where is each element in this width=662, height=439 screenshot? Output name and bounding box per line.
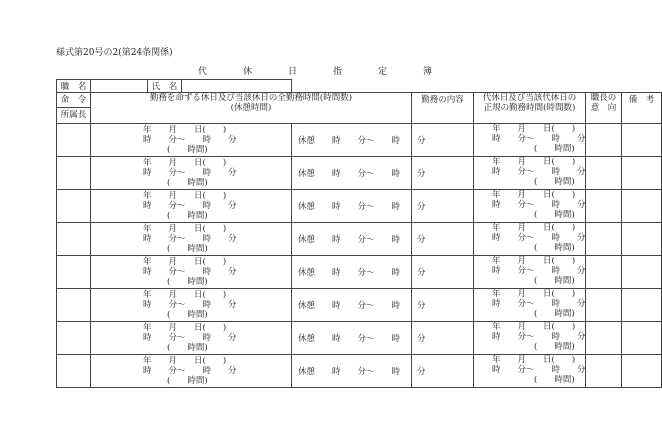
title-char: 日 xyxy=(287,67,297,77)
ikou-cell[interactable] xyxy=(586,256,622,289)
date-line: 年 月 日( ) xyxy=(143,257,227,267)
ikou-header-line1: 職長の xyxy=(590,93,617,103)
table-row xyxy=(57,355,662,388)
date-line: 年 月 日( ) xyxy=(143,356,227,366)
sub-hours-line: ( 時間) xyxy=(534,210,575,220)
break-cell[interactable] xyxy=(292,223,426,256)
shozokucho-label: 所属長 xyxy=(57,108,91,124)
break-cell[interactable] xyxy=(292,289,426,322)
table-row xyxy=(57,124,662,157)
meirei-seal-cell[interactable] xyxy=(57,355,91,388)
holiday-date-cell[interactable] xyxy=(91,289,292,322)
table-row xyxy=(57,223,662,256)
meirei-seal-cell[interactable] xyxy=(57,223,91,256)
daikyu-header-line2: 正規の勤務時間(時間数) xyxy=(483,103,576,113)
time-line: 時 分～ 時 分 xyxy=(143,300,237,310)
table-row xyxy=(57,157,662,190)
daikyu-header-line1: 代休日及び当該代休日の xyxy=(482,93,577,103)
break-line: 休憩 時 分～ 時 分 xyxy=(298,202,426,212)
break-line: 休憩 時 分～ 時 分 xyxy=(298,367,426,377)
title-char: 簿 xyxy=(423,67,433,77)
shokumei-label: 職 名 xyxy=(57,80,91,93)
form-id: 様式第20号の2(第24条関係) xyxy=(56,48,173,58)
title-char: 指 xyxy=(333,67,343,77)
hours-line: ( 時間) xyxy=(167,376,208,386)
title-char: 休 xyxy=(242,67,252,77)
sub-time-line: 時 分～ 時 分 xyxy=(492,134,586,144)
meirei-label: 命 令 xyxy=(57,93,91,108)
break-line: 休憩 時 分～ 時 分 xyxy=(298,235,426,245)
hours-line: ( 時間) xyxy=(167,343,208,353)
time-line: 時 分～ 時 分 xyxy=(143,366,237,376)
meirei-seal-cell[interactable] xyxy=(57,190,91,223)
biko-cell[interactable] xyxy=(622,124,662,157)
time-line: 時 分～ 時 分 xyxy=(143,333,237,343)
sub-date-line: 年 月 日( ) xyxy=(492,223,576,233)
header-row-name xyxy=(57,80,662,93)
holiday-date-cell[interactable] xyxy=(91,190,292,223)
meirei-seal-cell[interactable] xyxy=(57,289,91,322)
break-line: 休憩 時 分～ 時 分 xyxy=(298,301,426,311)
table-row xyxy=(57,256,662,289)
substitute-date-cell[interactable] xyxy=(474,190,586,223)
sub-hours-line: ( 時間) xyxy=(534,342,575,352)
sub-hours-line: ( 時間) xyxy=(534,375,575,385)
shokumei-field[interactable] xyxy=(91,80,148,93)
biko-cell[interactable] xyxy=(622,190,662,223)
break-line: 休憩 時 分～ 時 分 xyxy=(298,136,426,146)
sub-time-line: 時 分～ 時 分 xyxy=(492,167,586,177)
naiyo-header: 勤務の内容 xyxy=(412,93,474,124)
hours-line: ( 時間) xyxy=(167,244,208,254)
sub-time-line: 時 分～ 時 分 xyxy=(492,299,586,309)
substitute-date-cell[interactable] xyxy=(474,355,586,388)
time-line: 時 分～ 時 分 xyxy=(143,267,237,277)
meirei-seal-cell[interactable] xyxy=(57,124,91,157)
break-cell[interactable] xyxy=(292,157,426,190)
hours-line: ( 時間) xyxy=(167,211,208,221)
break-cell[interactable] xyxy=(292,322,426,355)
biko-cell[interactable] xyxy=(622,157,662,190)
biko-cell[interactable] xyxy=(622,355,662,388)
ikou-cell[interactable] xyxy=(586,322,622,355)
date-line: 年 月 日( ) xyxy=(143,224,227,234)
holiday-date-cell[interactable] xyxy=(91,124,292,157)
title-char: 代 xyxy=(197,67,207,77)
holiday-date-cell[interactable] xyxy=(91,322,292,355)
ikou-header xyxy=(586,93,622,124)
blank-area xyxy=(292,80,662,93)
kinmu-header-line2: (休憩時間) xyxy=(230,103,272,113)
break-cell[interactable] xyxy=(292,256,426,289)
ikou-cell[interactable] xyxy=(586,190,622,223)
ikou-cell[interactable] xyxy=(586,124,622,157)
sub-hours-line: ( 時間) xyxy=(534,144,575,154)
sub-time-line: 時 分～ 時 分 xyxy=(492,365,586,375)
sub-date-line: 年 月 日( ) xyxy=(492,289,576,299)
substitute-date-cell[interactable] xyxy=(474,157,586,190)
substitute-date-cell[interactable] xyxy=(474,289,586,322)
time-line: 時 分～ 時 分 xyxy=(143,135,237,145)
substitute-date-cell[interactable] xyxy=(474,223,586,256)
daikyu-header xyxy=(474,93,586,124)
hours-line: ( 時間) xyxy=(167,145,208,155)
holiday-date-cell[interactable] xyxy=(91,355,292,388)
break-cell[interactable] xyxy=(292,190,426,223)
biko-header: 備 考 xyxy=(622,93,662,124)
kinmu-header xyxy=(91,93,412,124)
date-line: 年 月 日( ) xyxy=(143,191,227,201)
holiday-date-cell[interactable] xyxy=(91,223,292,256)
sub-date-line: 年 月 日( ) xyxy=(492,355,576,365)
hours-line: ( 時間) xyxy=(167,310,208,320)
ikou-cell[interactable] xyxy=(586,289,622,322)
break-line: 休憩 時 分～ 時 分 xyxy=(298,268,426,278)
sub-date-line: 年 月 日( ) xyxy=(492,190,576,200)
shimei-field[interactable] xyxy=(182,80,292,93)
sub-hours-line: ( 時間) xyxy=(534,177,575,187)
date-line: 年 月 日( ) xyxy=(143,158,227,168)
hours-line: ( 時間) xyxy=(167,277,208,287)
sub-time-line: 時 分～ 時 分 xyxy=(492,200,586,210)
substitute-date-cell[interactable] xyxy=(474,124,586,157)
substitute-date-cell[interactable] xyxy=(474,322,586,355)
sub-date-line: 年 月 日( ) xyxy=(492,256,576,266)
ikou-cell[interactable] xyxy=(586,355,622,388)
table-row xyxy=(57,289,662,322)
time-line: 時 分～ 時 分 xyxy=(143,234,237,244)
biko-cell[interactable] xyxy=(622,256,662,289)
date-line: 年 月 日( ) xyxy=(143,125,227,135)
sub-date-line: 年 月 日( ) xyxy=(492,322,576,332)
sub-time-line: 時 分～ 時 分 xyxy=(492,332,586,342)
sub-time-line: 時 分～ 時 分 xyxy=(492,266,586,276)
table-row xyxy=(57,190,662,223)
break-cell[interactable] xyxy=(292,355,426,388)
page-title xyxy=(0,64,630,77)
time-line: 時 分～ 時 分 xyxy=(143,168,237,178)
biko-cell[interactable] xyxy=(622,289,662,322)
sub-time-line: 時 分～ 時 分 xyxy=(492,233,586,243)
sub-hours-line: ( 時間) xyxy=(534,309,575,319)
date-line: 年 月 日( ) xyxy=(143,323,227,333)
title-char: 定 xyxy=(378,67,388,77)
ikou-cell[interactable] xyxy=(586,157,622,190)
biko-cell[interactable] xyxy=(622,322,662,355)
holiday-date-cell[interactable] xyxy=(91,256,292,289)
register-table xyxy=(56,79,662,388)
meirei-seal-cell[interactable] xyxy=(57,157,91,190)
substitute-date-cell[interactable] xyxy=(474,256,586,289)
meirei-seal-cell[interactable] xyxy=(57,256,91,289)
kinmu-header-line1: 勤務を命ずる休日及び当該休日の全勤務時間(時間数) xyxy=(149,93,353,103)
sub-date-line: 年 月 日( ) xyxy=(492,157,576,167)
sub-date-line: 年 月 日( ) xyxy=(492,124,576,134)
header-row-main xyxy=(57,93,662,108)
sub-hours-line: ( 時間) xyxy=(534,243,575,253)
holiday-date-cell[interactable] xyxy=(91,157,292,190)
break-line: 休憩 時 分～ 時 分 xyxy=(298,334,426,344)
hours-line: ( 時間) xyxy=(167,178,208,188)
shimei-label: 氏 名 xyxy=(148,80,182,93)
biko-cell[interactable] xyxy=(622,223,662,256)
meirei-seal-cell[interactable] xyxy=(57,322,91,355)
break-line: 休憩 時 分～ 時 分 xyxy=(298,169,426,179)
sub-hours-line: ( 時間) xyxy=(534,276,575,286)
ikou-cell[interactable] xyxy=(586,223,622,256)
ikou-header-line2: 意 向 xyxy=(590,103,617,113)
table-row xyxy=(57,322,662,355)
break-cell[interactable] xyxy=(292,124,426,157)
time-line: 時 分～ 時 分 xyxy=(143,201,237,211)
date-line: 年 月 日( ) xyxy=(143,290,227,300)
